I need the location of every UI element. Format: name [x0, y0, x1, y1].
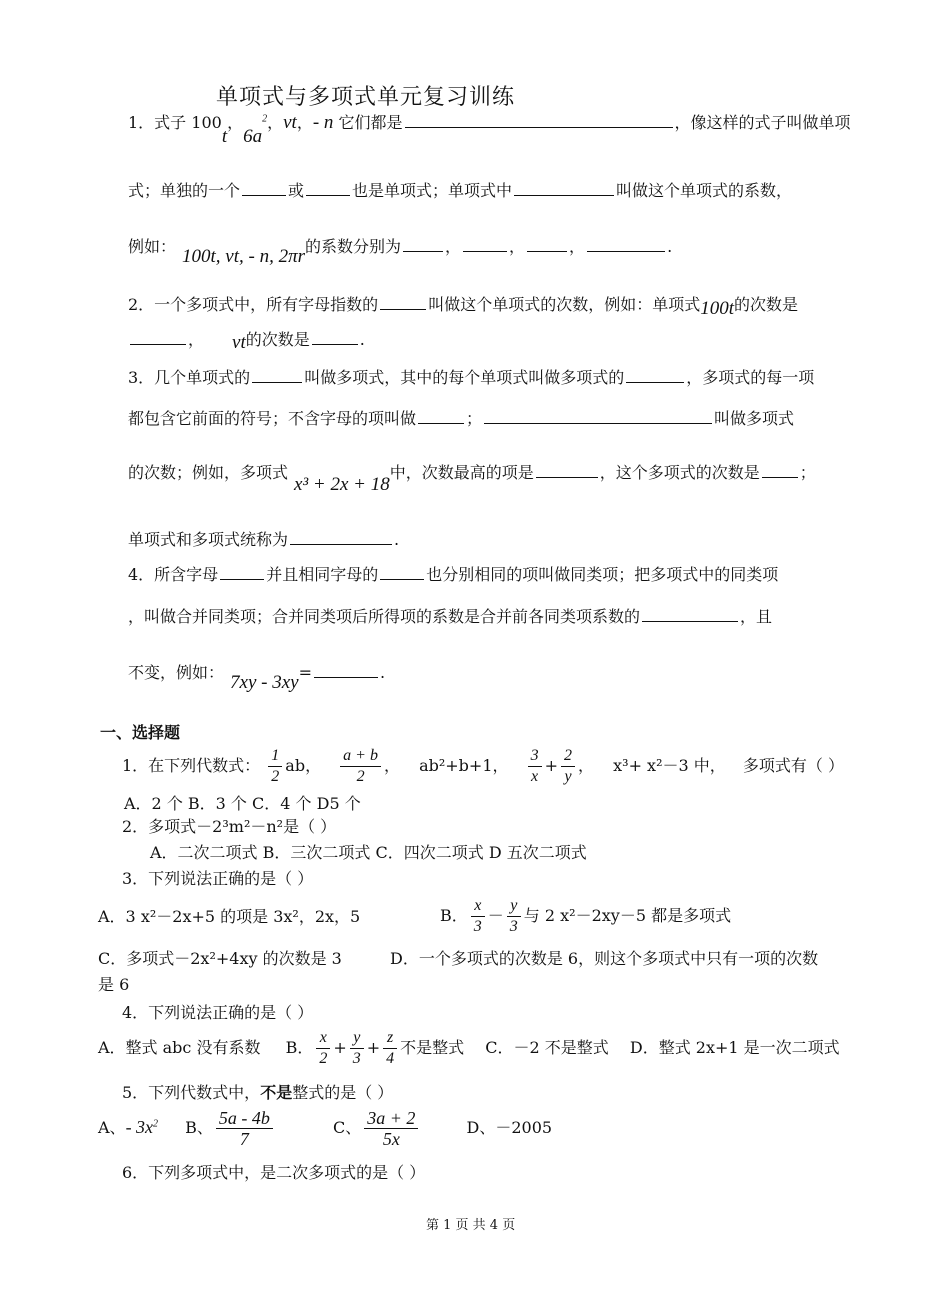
c4-text: 不是整式: [400, 1038, 465, 1057]
q3-text: 叫做多项式，其中的每个单项式叫做多项式的: [304, 368, 625, 387]
q2-text: 叫做这个单项式的次数，例如：单项式: [428, 295, 701, 314]
frac-num: z: [383, 1028, 397, 1049]
c5-text: 整式的是（ ）: [292, 1083, 394, 1102]
q3-blank-1[interactable]: [252, 366, 302, 383]
c5-frac-b: [216, 1108, 273, 1149]
choice1-question: [122, 746, 844, 787]
c4-option-a: A．整式 abc 没有系数: [98, 1038, 261, 1057]
choice4-options: [98, 1028, 840, 1069]
q4-text: 不变，例如：: [128, 663, 225, 682]
q3-text: 3．几个单项式的: [128, 368, 251, 387]
q4-text: ，叫做合并同类项；合并同类项后所得项的系数是合并前各同类项系数的: [128, 607, 641, 626]
c4-frac-2: [350, 1028, 364, 1069]
q2-text: ，: [188, 330, 205, 349]
c5-option-a: A、: [98, 1118, 126, 1137]
q3-blank-7[interactable]: [290, 528, 392, 545]
choice3-question: 3．下列说法正确的是（ ）: [122, 869, 314, 888]
section-heading: 一、选择题: [100, 723, 181, 742]
frac-den: 3: [509, 918, 518, 935]
q3-blank-5[interactable]: [536, 461, 598, 478]
c1-frac-2: [340, 746, 381, 787]
q3-text: 中，次数最高的项是: [389, 463, 534, 482]
q4-example-expr: 7xy - 3xy: [230, 672, 299, 693]
q3-line2: [128, 406, 794, 429]
q1-text: 例如：: [128, 237, 177, 256]
q1-text: 的系数分别为: [305, 237, 402, 256]
c1-text: ab²+b+1，: [419, 756, 509, 775]
choice3-option-d: D．一个多项式的次数是 6，则这个多项式中只有一项的次数: [390, 949, 819, 968]
c5-option-b: B、: [185, 1118, 213, 1137]
q1-blank-3[interactable]: [306, 179, 350, 196]
q1-comma: ，: [227, 113, 244, 132]
q3-text: ；: [466, 409, 483, 428]
q4-line2: [128, 604, 772, 627]
page-title: 单项式与多项式单元复习训练: [216, 85, 516, 110]
frac-den: 7: [239, 1129, 249, 1149]
choice4-question: 4．下列说法正确的是（ ）: [122, 1003, 314, 1022]
q2-expr-vt: vt: [232, 332, 246, 353]
q3-text: 单项式和多项式统称为: [128, 530, 289, 549]
q1-text: 或: [288, 181, 305, 200]
c1-plus: +: [544, 756, 559, 775]
q2-text: 2．一个多项式中，所有字母指数的: [128, 295, 379, 314]
c1-text: x³+ x²－3 中，: [613, 756, 726, 775]
c4-option-d: D．整式 2x+1 是一次二项式: [629, 1038, 840, 1057]
q1-blank-4[interactable]: [514, 179, 614, 196]
frac-den: 2: [356, 768, 365, 785]
q3-blank-3[interactable]: [418, 407, 464, 424]
frac-den: 4: [386, 1050, 395, 1067]
page-footer: 第 1 页 共 4 页: [426, 1218, 516, 1233]
q1-term-n: - n: [312, 112, 334, 133]
frac-den: 3: [352, 1050, 361, 1067]
q1-text: 也是单项式；单项式中: [352, 181, 513, 200]
q4-blank-3[interactable]: [642, 605, 738, 622]
choice1-options: A．2 个 B．3 个 C．4 个 D5 个: [124, 794, 361, 813]
frac-num: y: [507, 896, 521, 917]
q3-line4: [128, 527, 399, 550]
c1-frac-3: [528, 746, 542, 787]
frac-den: 3: [473, 918, 482, 935]
q1-blank-1[interactable]: [405, 111, 673, 128]
q4-period: .: [379, 663, 386, 682]
c4-option-c: C．－2 不是整式: [485, 1038, 609, 1057]
c4-frac-1: [316, 1028, 330, 1069]
q1-period: .: [667, 237, 673, 256]
q1-text: 式；单独的一个: [128, 181, 241, 200]
c5-expr-a-exp: 2: [153, 1118, 159, 1130]
q1-blank-6[interactable]: [463, 235, 507, 252]
choice5-options: [98, 1108, 552, 1149]
c4-plus: +: [333, 1038, 347, 1057]
c1-text: 1．在下列代数式：: [122, 756, 261, 775]
q2-blank-3[interactable]: [312, 328, 358, 345]
choice6-question: 6．下列多项式中，是二次多项式的是（ ）: [122, 1163, 426, 1182]
choice3-option-c: C．多项式－2x²+4xy 的次数是 3: [98, 949, 342, 968]
c3-frac-2: [507, 896, 521, 937]
q4-text: ，且: [740, 607, 773, 626]
frac-den: 2: [271, 768, 280, 785]
c1-text: ，: [578, 756, 595, 775]
q1-line1: [128, 110, 851, 147]
frac-num: 3a + 2: [364, 1108, 418, 1129]
q3-period: .: [394, 530, 400, 549]
frac-den: y: [564, 768, 572, 785]
q1-blank-8[interactable]: [587, 235, 665, 252]
c1-text: ab，: [285, 756, 322, 775]
q3-line3: [128, 460, 816, 495]
q3-text: 的次数；例如，多项式: [128, 463, 289, 482]
q4-line1: [128, 562, 778, 585]
c5-option-c: C、: [333, 1118, 362, 1137]
q1-blank-2[interactable]: [242, 179, 286, 196]
frac-num: x: [471, 896, 485, 917]
q4-equals: =: [298, 663, 312, 682]
c5-bold-text: 不是: [260, 1083, 293, 1102]
q1-comma: ，: [267, 113, 284, 132]
frac-num: 1: [268, 746, 282, 767]
q4-blank-4[interactable]: [314, 661, 378, 678]
frac-den: 5x: [382, 1129, 400, 1149]
q3-blank-4[interactable]: [484, 407, 712, 424]
q4-line3: [128, 660, 386, 693]
q2-period: .: [359, 330, 365, 349]
c3-frac-1: [471, 896, 485, 937]
q2-blank-1[interactable]: [380, 293, 426, 310]
q1-text: ，像这样的式子叫做单项: [674, 113, 851, 132]
q1-line2: [128, 178, 792, 201]
frac-num: 2: [561, 746, 575, 767]
frac-num: a + b: [340, 746, 381, 767]
choice5-question: [122, 1080, 393, 1103]
q2-expr-100t: 100t: [700, 298, 734, 319]
q3-example-expr: x³ + 2x + 18: [294, 474, 390, 495]
c1-text: 多项式有（ ）: [742, 756, 844, 775]
q1-text: 叫做这个单项式的系数，: [616, 181, 793, 200]
q4-text: 也分别相同的项叫做同类项；把多项式中的同类项: [426, 565, 779, 584]
frac-den: 2: [319, 1050, 328, 1067]
q3-text: ；: [799, 463, 816, 482]
q1-line3: [128, 234, 673, 267]
frac-den: x: [531, 768, 539, 785]
choice3-option-b: [440, 896, 731, 937]
q4-text: 并且相同字母的: [266, 565, 379, 584]
q1-text: 它们都是: [338, 113, 403, 132]
q2-blank-2[interactable]: [130, 328, 186, 345]
q2-text: 的次数是: [733, 295, 798, 314]
q1-term-vt: vt: [283, 112, 297, 133]
q1-blank-7[interactable]: [527, 235, 567, 252]
q1-term-6a-exp: 2: [262, 113, 268, 125]
q3-line1: [128, 365, 814, 388]
q2-text: 的次数是: [245, 330, 310, 349]
q3-blank-2[interactable]: [626, 366, 684, 383]
frac-num: y: [350, 1028, 364, 1049]
c5-frac-c: [364, 1108, 418, 1149]
c1-frac-1: [268, 746, 282, 787]
frac-num: 5a - 4b: [216, 1108, 273, 1129]
c5-text: 5．下列代数式中，: [122, 1083, 261, 1102]
c4-option-b: B．: [285, 1038, 314, 1057]
q3-text: ，这个多项式的次数是: [599, 463, 760, 482]
q1-comma: ，: [509, 237, 526, 256]
c1-text: ，: [383, 756, 400, 775]
q1-comma: ，: [296, 113, 313, 132]
choice3-option-a: A．3 x²－2x+5 的项是 3x²，2x，5: [98, 907, 361, 926]
c5-option-d: D、－2005: [466, 1118, 553, 1137]
q3-text: 叫做多项式: [714, 409, 795, 428]
choice2-question: 2．多项式－2³m²－n²是（ ）: [122, 817, 337, 836]
c3-minus: －: [487, 906, 504, 925]
choice2-options: A．二次二项式 B．三次二项式 C．四次二项式 D 五次二项式: [150, 843, 587, 862]
q3-blank-6[interactable]: [762, 461, 798, 478]
c5-expr-a: - 3x: [125, 1117, 154, 1137]
choice3-option-d-cont: 是 6: [98, 975, 130, 994]
q3-text: 都包含它前面的符号；不含字母的项叫做: [128, 409, 417, 428]
q1-blank-5[interactable]: [403, 235, 443, 252]
q1-term-6a: 6a: [243, 126, 263, 147]
q1-prefix: 1．式子 100: [128, 113, 222, 132]
q4-text: 4．所含字母: [128, 565, 219, 584]
c1-frac-4: [561, 746, 575, 787]
q4-blank-1[interactable]: [220, 563, 264, 580]
c4-plus: +: [366, 1038, 381, 1057]
q2-line1: [128, 292, 798, 319]
q1-example-expr: 100t, vt, - n, 2πr: [182, 246, 305, 267]
frac-num: x: [316, 1028, 330, 1049]
c3-text: B．: [440, 906, 468, 925]
c3-text: 与 2 x²－2xy－5 都是多项式: [523, 906, 732, 925]
q1-term-t: t: [221, 126, 228, 147]
q4-blank-2[interactable]: [380, 563, 424, 580]
q3-text: ，多项式的每一项: [686, 368, 815, 387]
q1-comma: ，: [569, 237, 586, 256]
frac-num: 3: [528, 746, 542, 767]
c4-frac-3: [383, 1028, 397, 1069]
q1-comma: ，: [445, 237, 462, 256]
q2-line2: [128, 327, 365, 351]
